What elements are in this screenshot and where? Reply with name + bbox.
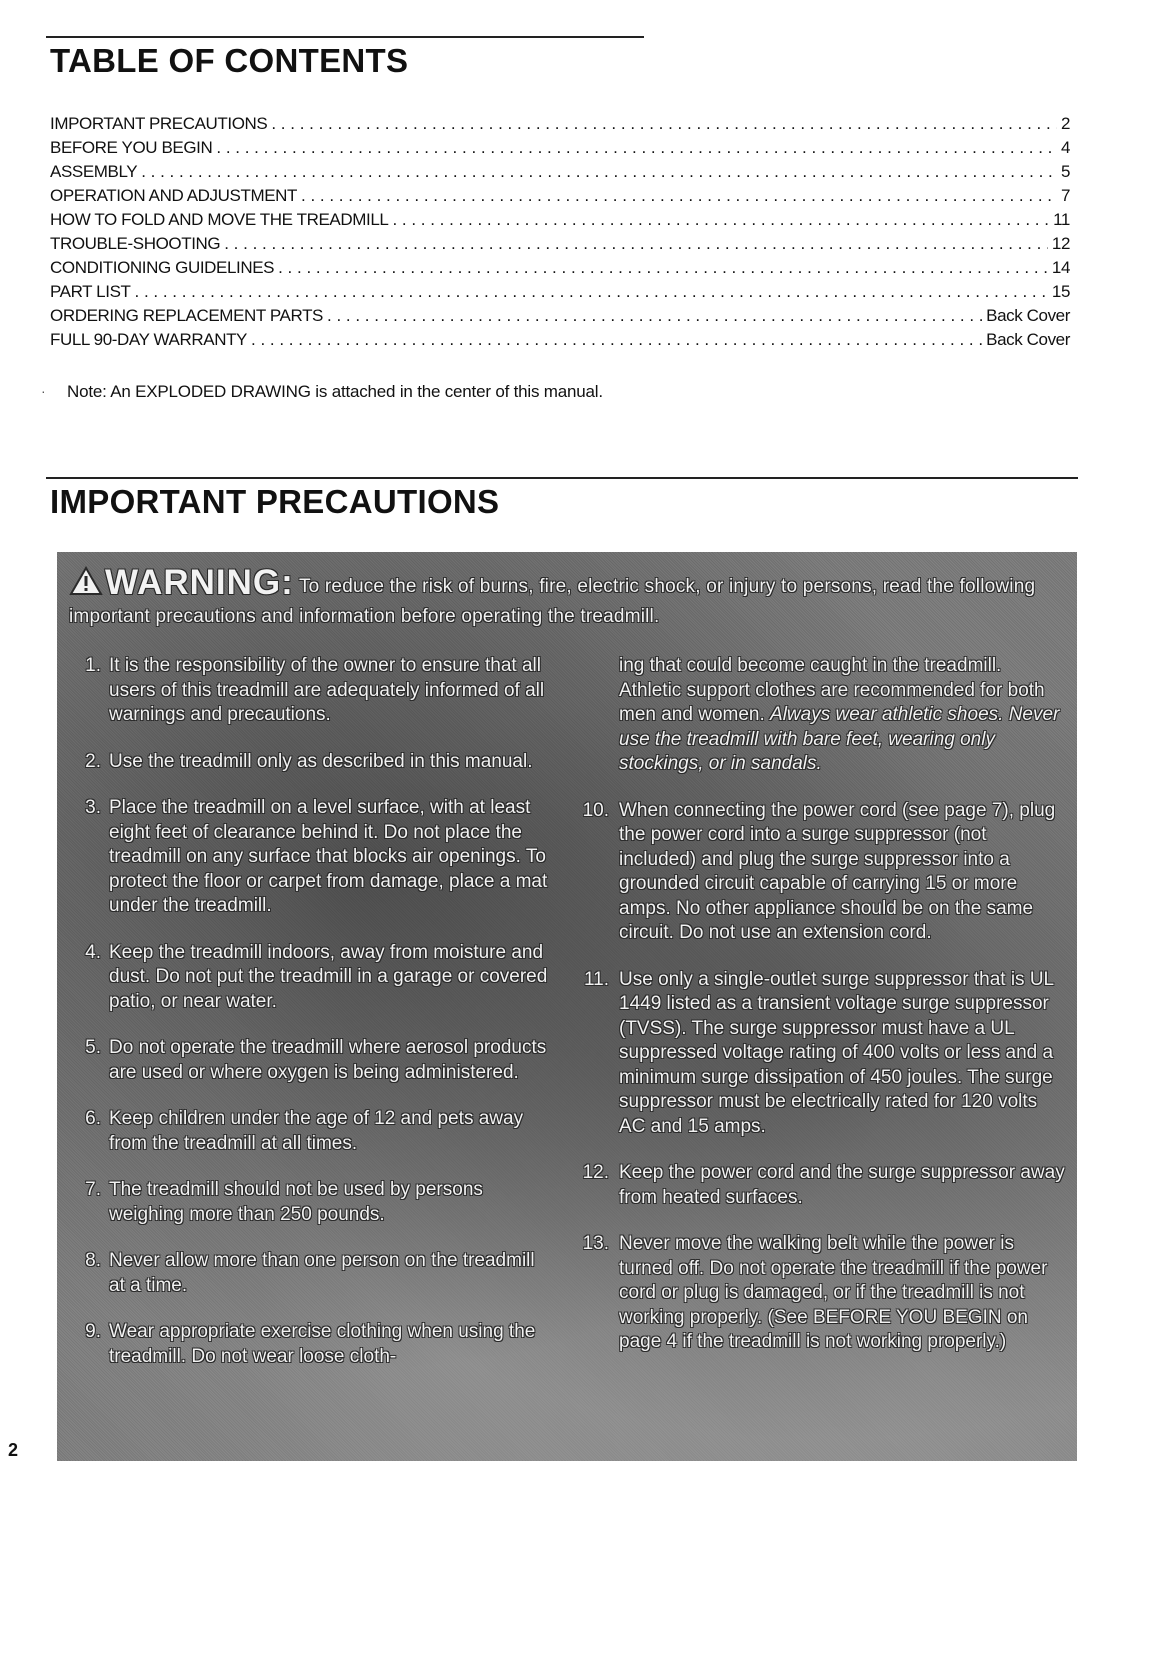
precaution-text: ing that could become caught in the treadmill. Athletic support clothes are recommended for both men and women. <box>619 655 1045 725</box>
toc-leader-dots <box>251 328 982 352</box>
precaution-text: Use only a single-outlet surge suppressor that is UL 1449 listed as a transient voltage surge suppressor (TVSS). The surge suppressor must have a UL suppressed voltage rating of 400 volts or less and a minimum surge dissipation of 450 joules. The surge suppressor must be electrically rated for 120 volts AC and 15 amps. <box>619 968 1054 1137</box>
precaution-number: 8. <box>85 1250 101 1271</box>
toc-entry <box>50 136 1070 160</box>
precaution-item <box>67 941 552 1015</box>
precaution-number: 12. <box>582 1162 609 1183</box>
precaution-item <box>67 1036 552 1085</box>
precaution-number: 4. <box>85 941 101 963</box>
precaution-item <box>575 799 1065 946</box>
toc-list <box>50 112 1070 352</box>
toc-entry <box>50 232 1070 256</box>
toc-leader-dots <box>278 256 1048 280</box>
toc-entry-page: 11 <box>1053 210 1070 229</box>
precaution-number: 6. <box>85 1108 101 1129</box>
precaution-item <box>67 1249 552 1298</box>
precaution-text: When connecting the power cord (see page 7), plug the power cord into a surge suppressor (not included) and plug the surge suppressor into a grounded circuit capable of carrying 15 or more amps. No other appliance should be on the same circuit. Do not use an extension cord. <box>619 799 1056 943</box>
toc-entry <box>50 280 1070 304</box>
toc-leader-dots <box>135 280 1048 304</box>
precaution-number: 1. <box>85 655 101 676</box>
toc-entry-title: ORDERING REPLACEMENT PARTS <box>50 306 323 325</box>
toc-entry-title: PART LIST <box>50 282 131 301</box>
warning-box <box>57 552 1077 1461</box>
precautions-right-column <box>575 654 1065 1377</box>
toc-leader-dots <box>141 160 1057 184</box>
precaution-item <box>67 1320 552 1369</box>
margin-mark: · <box>41 383 46 399</box>
warning-word: WARNING: <box>105 563 294 602</box>
toc-entry <box>50 208 1070 232</box>
toc-entry-title: ASSEMBLY <box>50 162 138 181</box>
precaution-item <box>67 654 552 728</box>
page-number: 2 <box>8 1440 19 1460</box>
precaution-item <box>575 1161 1065 1210</box>
precaution-number: 3. <box>85 797 101 818</box>
toc-entry-title: FULL 90-DAY WARRANTY <box>50 330 247 349</box>
toc-entry <box>50 184 1070 208</box>
warning-text: To reduce the risk of burns, fire, electric shock, or injury to persons, read the following important precautions and information before operating the treadmill. <box>69 576 1036 627</box>
toc-entry-title: BEFORE YOU BEGIN <box>50 138 213 157</box>
toc-entry-page: 15 <box>1051 282 1070 301</box>
precaution-text: Keep children under the age of 12 and pets away from the treadmill at all times. <box>109 1108 524 1154</box>
precaution-item <box>67 1107 552 1156</box>
toc-entry-title: OPERATION AND ADJUSTMENT <box>50 186 298 205</box>
precaution-number: 11. <box>583 968 609 990</box>
precaution-number: 10. <box>582 799 609 821</box>
precaution-text: The treadmill should not be used by persons weighing more than 250 pounds. <box>109 1179 483 1225</box>
precaution-text: Never move the walking belt while the power is turned off. Do not operate the treadmill if the power cord or plug is damaged, or if the treadmill is not working properly. (See BEFORE YOU BEGIN on page 4 if the treadmill is not working properly.) <box>619 1233 1048 1352</box>
toc-leader-dots <box>271 112 1057 136</box>
toc-entry-title: TROUBLE-SHOOTING <box>50 234 221 253</box>
precautions-left-column <box>67 654 552 1391</box>
toc-entry-title: CONDITIONING GUIDELINES <box>50 258 275 277</box>
precaution-text: It is the responsibility of the owner to ensure that all users of this treadmill are adequately informed of all warnings and precautions. <box>109 655 545 725</box>
toc-heading: TABLE OF CONTENTS <box>50 42 409 79</box>
toc-entry-page: 5 <box>1060 162 1070 181</box>
precaution-item <box>575 968 1065 1140</box>
warning-triangle-icon <box>69 566 103 604</box>
precaution-text: Keep the power cord and the surge suppressor away from heated surfaces. <box>619 1162 1065 1208</box>
precaution-item-9-continued <box>575 654 1065 777</box>
precaution-number: 13. <box>582 1233 609 1254</box>
toc-leader-dots <box>392 208 1049 232</box>
toc-entry <box>50 160 1070 184</box>
precaution-text: Keep the treadmill indoors, away from moisture and dust. Do not put the treadmill in a garage or covered patio, or near water. <box>109 941 548 1012</box>
precautions-heading: IMPORTANT PRECAUTIONS <box>50 483 500 520</box>
precaution-text: Wear appropriate exercise clothing when using the treadmill. Do not wear loose cloth- <box>109 1321 536 1367</box>
toc-entry-page: 14 <box>1051 258 1070 277</box>
toc-entry-page: Back Cover <box>986 306 1070 325</box>
precaution-item <box>67 750 552 775</box>
precaution-item <box>67 796 552 919</box>
toc-entry <box>50 328 1070 352</box>
precaution-text-italic: Always wear athletic shoes. Never use the treadmill with bare feet, wearing only stockings, or in sandals. <box>619 704 1060 774</box>
toc-entry-page: 12 <box>1051 234 1070 253</box>
toc-entry <box>50 304 1070 328</box>
precaution-text: Do not operate the treadmill where aerosol products are used or where oxygen is being administered. <box>109 1037 547 1083</box>
toc-entry <box>50 256 1070 280</box>
toc-entry-page: 4 <box>1060 138 1070 157</box>
toc-top-rule <box>46 36 644 38</box>
precaution-number: 2. <box>85 750 101 772</box>
precaution-text: Never allow more than one person on the treadmill at a time. <box>109 1250 535 1296</box>
toc-entry-page: 2 <box>1060 114 1070 133</box>
precaution-text: Place the treadmill on a level surface, with at least eight feet of clearance behind it. Do not place the treadmill on any surface that blocks air openings. To protect the floor or carpet from damage, place a mat under the treadmill. <box>109 797 548 916</box>
precaution-number: 9. <box>85 1321 101 1342</box>
toc-entry-title: HOW TO FOLD AND MOVE THE TREADMILL <box>50 210 389 229</box>
precaution-text: Use the treadmill only as described in this manual. <box>109 750 533 772</box>
precaution-item <box>67 1178 552 1227</box>
toc-entry-title: IMPORTANT PRECAUTIONS <box>50 114 268 133</box>
toc-entry-page: 7 <box>1060 186 1070 205</box>
exploded-drawing-note: Note: An EXPLODED DRAWING is attached in the center of this manual. <box>67 382 603 401</box>
toc-entry-page: Back Cover <box>986 330 1070 349</box>
warning-header <box>69 563 1065 630</box>
toc-leader-dots <box>301 184 1057 208</box>
precaution-number: 7. <box>85 1179 101 1200</box>
precaution-item <box>575 1232 1065 1355</box>
toc-leader-dots <box>327 304 982 328</box>
precaution-number: 5. <box>85 1037 101 1058</box>
toc-leader-dots <box>216 136 1057 160</box>
toc-entry <box>50 112 1070 136</box>
precautions-top-rule <box>46 477 1078 479</box>
toc-leader-dots <box>224 232 1048 256</box>
